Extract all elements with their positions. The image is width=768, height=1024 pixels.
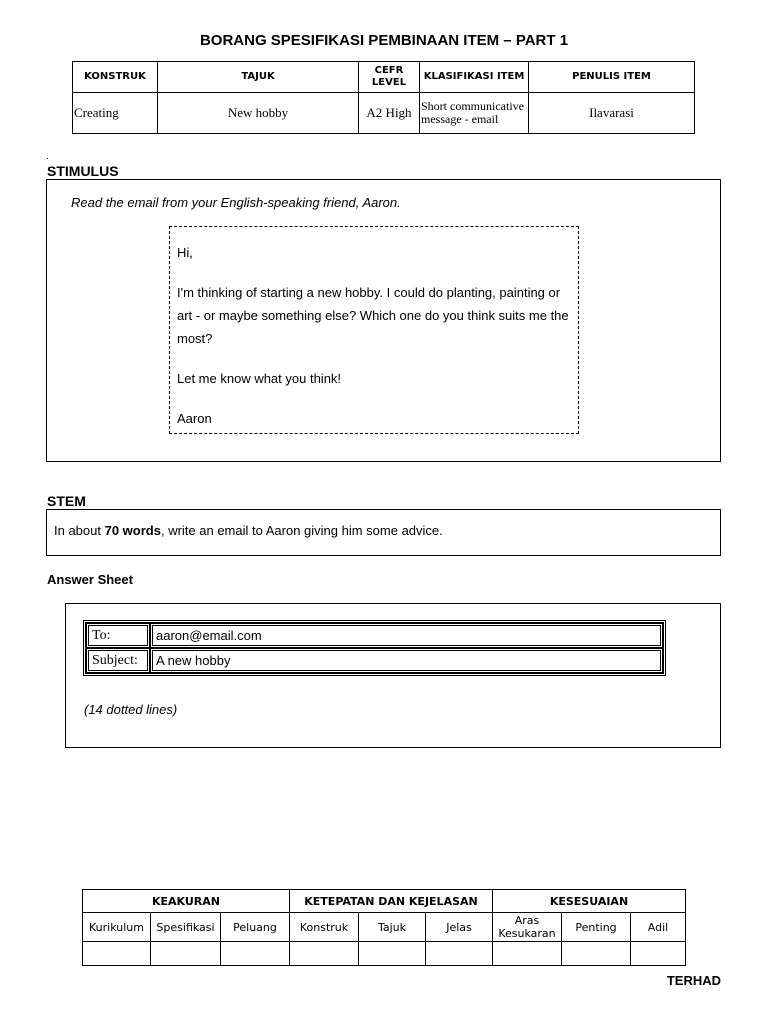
review-column-row — [83, 913, 686, 942]
subject-label: Subject: — [86, 648, 150, 673]
header-tajuk: TAJUK — [158, 62, 359, 93]
stimulus-heading: STIMULUS — [47, 163, 119, 179]
col-aras-kesukaran — [493, 913, 562, 942]
col-spesifikasi: Spesifikasi — [151, 913, 221, 942]
header-cefr-level — [359, 62, 420, 93]
to-label: To: — [86, 623, 150, 648]
col-kurikulum: Kurikulum — [83, 913, 151, 942]
cell-tajuk: New hobby — [158, 93, 359, 134]
col-aras-kesukaran-text: Aras Kesukaran — [498, 914, 556, 940]
col-penting: Penting — [562, 913, 631, 942]
review-cell — [151, 942, 221, 966]
group-keakuran: KEAKURAN — [83, 890, 290, 913]
header-cefr-level-text: CEFR LEVEL — [371, 65, 407, 88]
stimulus-box — [46, 179, 721, 462]
review-cell — [631, 942, 686, 966]
subject-value: A new hobby — [150, 648, 663, 673]
review-empty-row — [83, 942, 686, 966]
header-klasifikasi-item: KLASIFIKASI ITEM — [420, 62, 529, 93]
stem-box — [46, 509, 721, 556]
classification-label: TERHAD — [666, 973, 721, 988]
stem-word-count: 70 words — [104, 523, 161, 538]
email-closing: Let me know what you think! — [177, 371, 342, 386]
stem-heading: STEM — [47, 493, 86, 509]
answer-sheet-box — [65, 603, 721, 748]
subject-row — [86, 648, 663, 673]
dotted-lines-note: (14 dotted lines) — [84, 702, 178, 717]
group-kesesuaian: KESESUAIAN — [493, 890, 686, 913]
stem-text-before: In about — [54, 523, 105, 538]
review-cell — [493, 942, 562, 966]
stem-text-after: , write an email to Aaron giving him some advice. — [160, 523, 443, 538]
stimulus-email — [169, 226, 579, 434]
header-konstruk: KONSTRUK — [73, 62, 158, 93]
spec-data-row — [73, 93, 695, 134]
spec-header-row — [73, 62, 695, 93]
col-tajuk: Tajuk — [359, 913, 426, 942]
cell-klasifikasi-item: Short communicative message - email — [420, 93, 529, 134]
document-title: BORANG SPESIFIKASI PEMBINAAN ITEM – PART 1 — [199, 32, 569, 49]
col-adil: Adil — [631, 913, 686, 942]
email-header-form — [83, 620, 666, 676]
to-value: aaron@email.com — [150, 623, 663, 648]
review-cell — [426, 942, 493, 966]
review-cell — [562, 942, 631, 966]
cell-konstruk: Creating — [73, 93, 158, 134]
group-ketepatan-dan-kejelasan: KETEPATAN DAN KEJELASAN — [290, 890, 493, 913]
col-konstruk: Konstruk — [290, 913, 359, 942]
cell-cefr-level: A2 High — [359, 93, 420, 134]
answer-sheet-heading: Answer Sheet — [47, 572, 133, 587]
review-cell — [83, 942, 151, 966]
col-peluang: Peluang — [221, 913, 290, 942]
stray-dot: . — [46, 151, 49, 162]
col-jelas: Jelas — [426, 913, 493, 942]
review-cell — [221, 942, 290, 966]
cell-penulis-item: Ilavarasi — [529, 93, 695, 134]
review-cell — [290, 942, 359, 966]
email-greeting: Hi, — [177, 245, 193, 260]
to-row — [86, 623, 663, 648]
review-cell — [359, 942, 426, 966]
header-penulis-item: PENULIS ITEM — [529, 62, 695, 93]
review-table — [82, 889, 686, 966]
item-spec-table — [72, 61, 695, 134]
stimulus-instruction: Read the email from your English-speaking friend, Aaron. — [71, 195, 401, 210]
email-body: I'm thinking of starting a new hobby. I could do planting, painting or art - or maybe something else? Which one do you think suits me the most? — [177, 285, 569, 346]
review-group-row — [83, 890, 686, 913]
email-signature: Aaron — [177, 411, 212, 426]
